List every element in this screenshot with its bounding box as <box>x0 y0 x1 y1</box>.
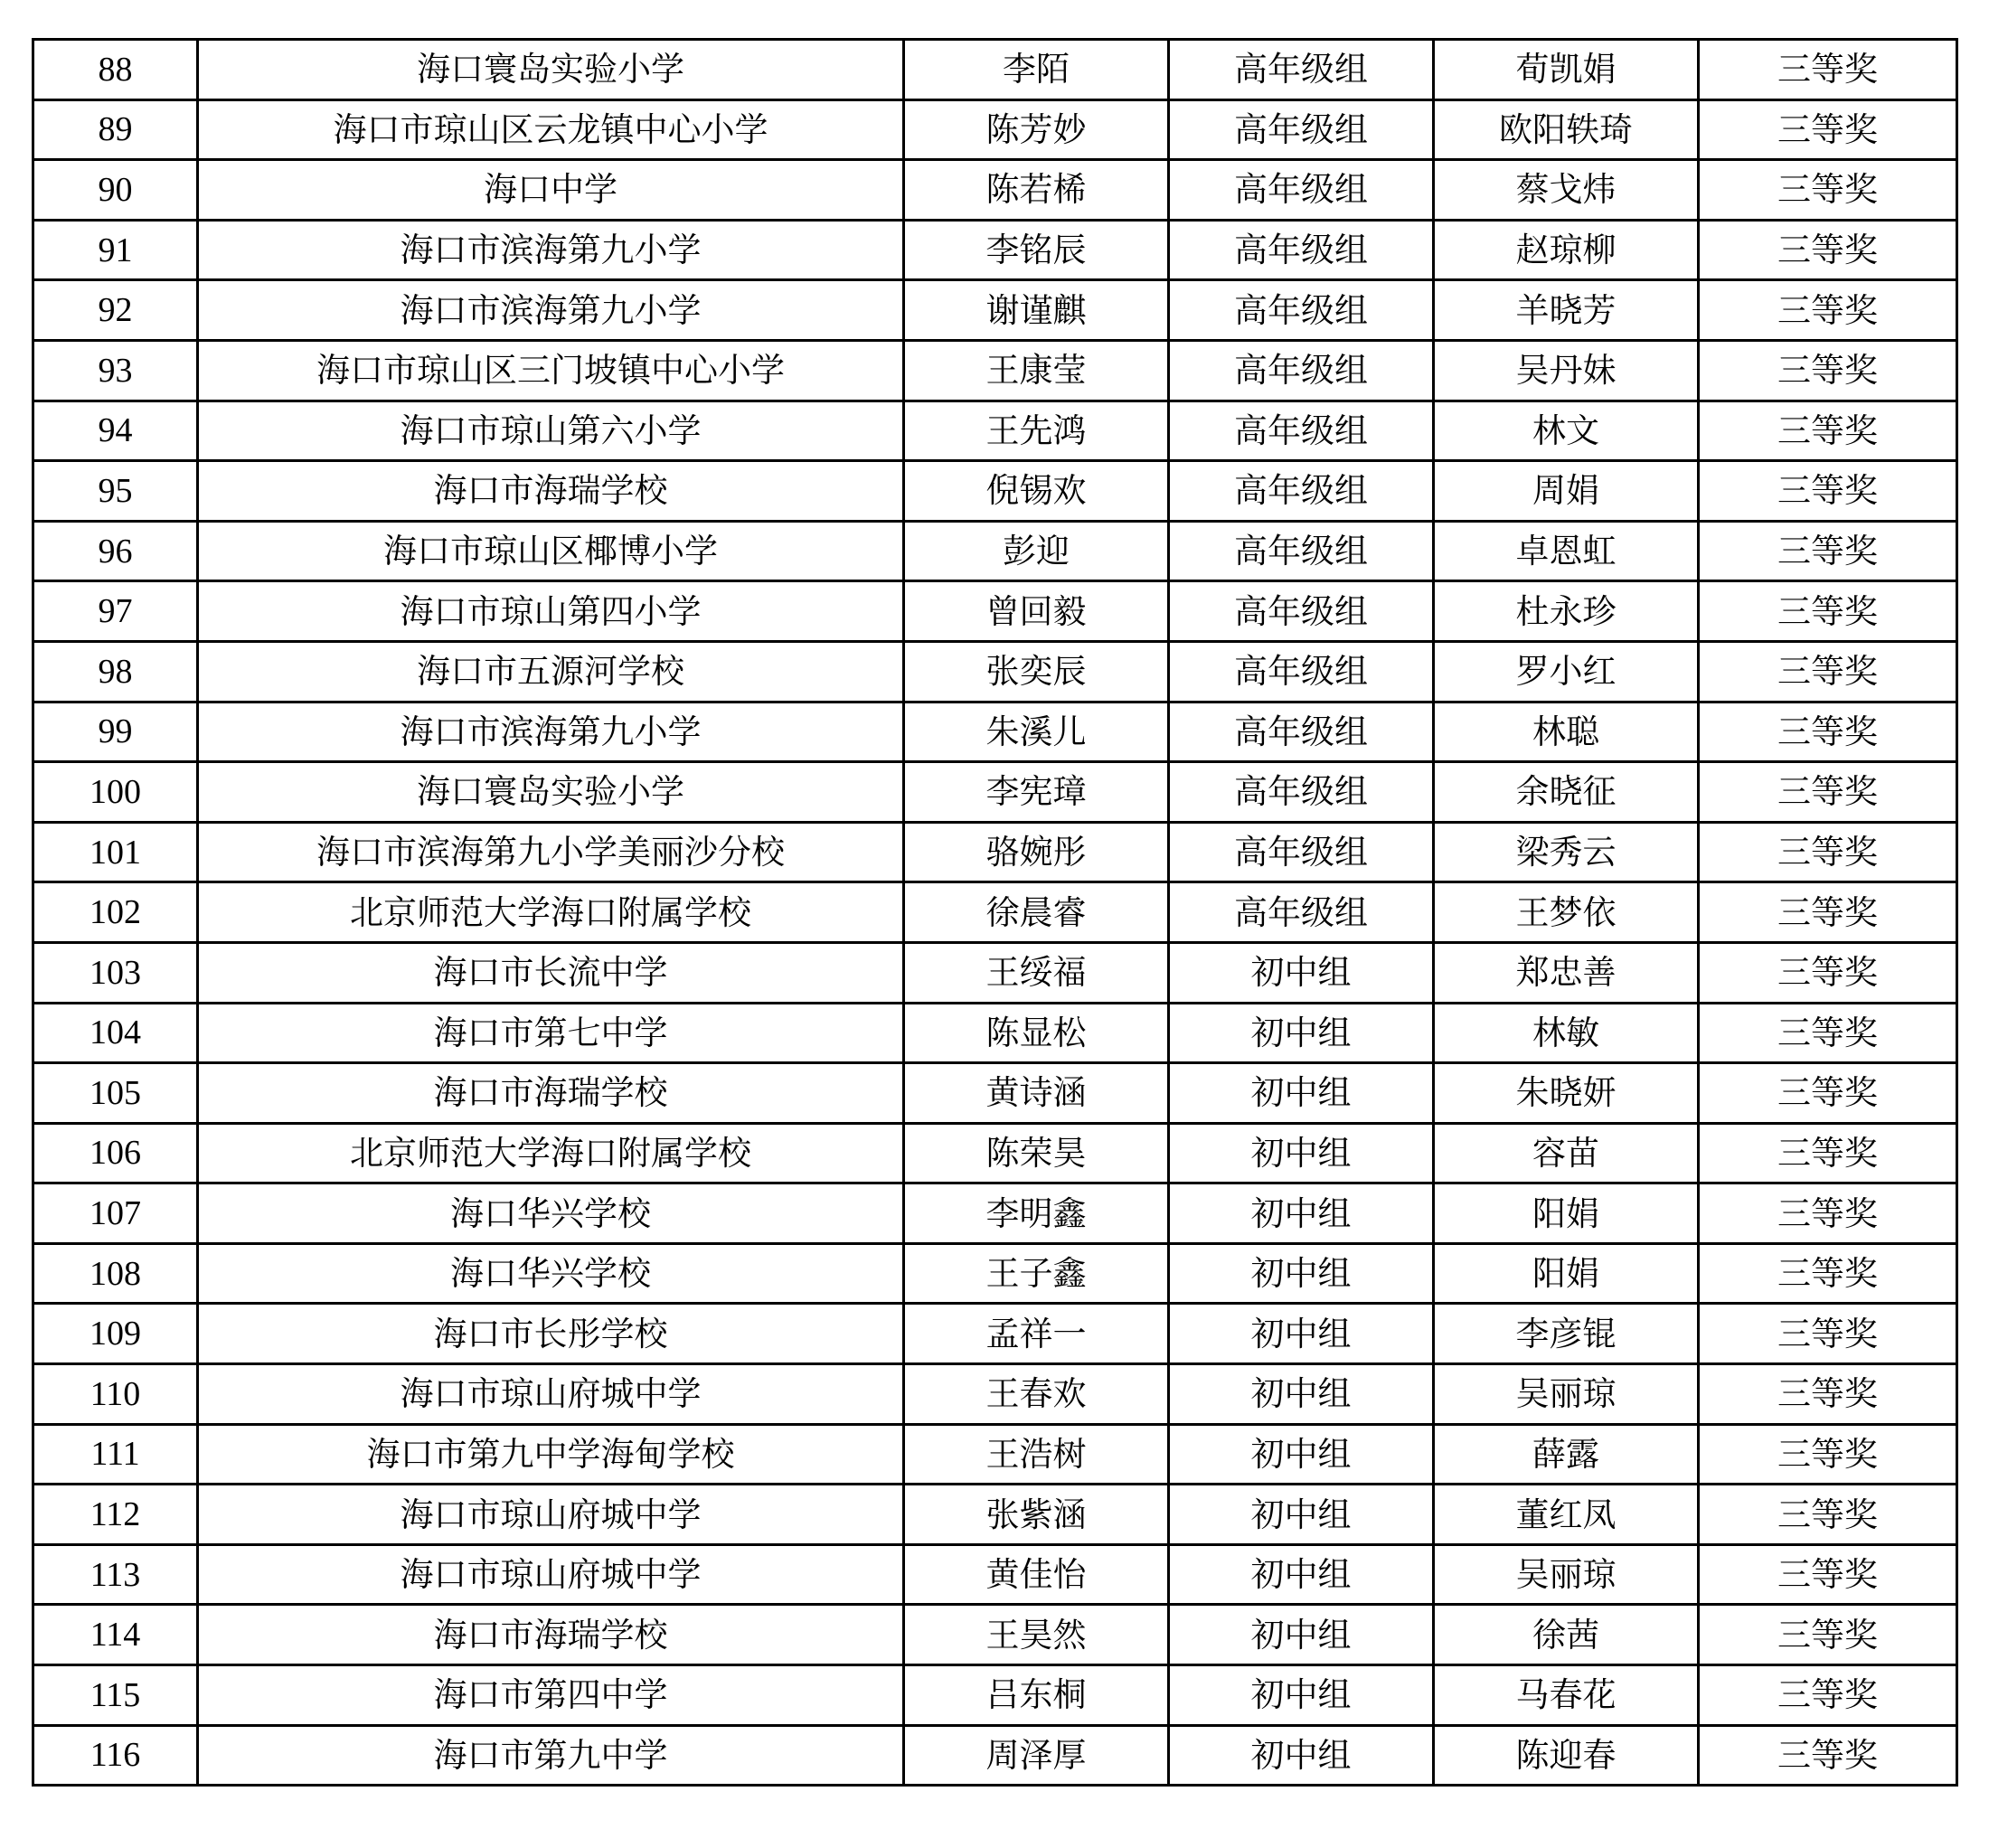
school-name-cell: 海口市滨海第九小学 <box>198 702 904 762</box>
school-name-cell: 海口市琼山第六小学 <box>198 401 904 461</box>
group-name-cell: 初中组 <box>1169 1424 1434 1485</box>
award-level-cell: 三等奖 <box>1699 99 1957 160</box>
row-number-cell: 112 <box>33 1485 198 1545</box>
group-name-cell: 初中组 <box>1169 1485 1434 1545</box>
award-list-table <box>32 38 1958 1787</box>
school-name-cell: 海口市琼山第四小学 <box>198 581 904 642</box>
award-level-cell: 三等奖 <box>1699 882 1957 943</box>
school-name-cell: 海口寰岛实验小学 <box>198 40 904 100</box>
award-level-cell: 三等奖 <box>1699 280 1957 341</box>
row-number-cell: 115 <box>33 1665 198 1726</box>
student-name-cell: 王浩树 <box>904 1424 1169 1485</box>
group-name-cell: 初中组 <box>1169 1003 1434 1063</box>
student-name-cell: 黄佳怡 <box>904 1544 1169 1605</box>
teacher-name-cell: 羊晓芳 <box>1434 280 1699 341</box>
table-row <box>33 702 1957 762</box>
award-level-cell: 三等奖 <box>1699 521 1957 581</box>
award-level-cell: 三等奖 <box>1699 401 1957 461</box>
table-row <box>33 581 1957 642</box>
table-row <box>33 340 1957 401</box>
group-name-cell: 初中组 <box>1169 1183 1434 1244</box>
teacher-name-cell: 蔡戈炜 <box>1434 160 1699 221</box>
student-name-cell: 谢谨麒 <box>904 280 1169 341</box>
teacher-name-cell: 卓恩虹 <box>1434 521 1699 581</box>
teacher-name-cell: 荀凯娟 <box>1434 40 1699 100</box>
award-level-cell: 三等奖 <box>1699 220 1957 280</box>
school-name-cell: 海口市琼山府城中学 <box>198 1364 904 1425</box>
award-level-cell: 三等奖 <box>1699 942 1957 1003</box>
table-row <box>33 1304 1957 1364</box>
school-name-cell: 海口市海瑞学校 <box>198 1605 904 1665</box>
school-name-cell: 海口中学 <box>198 160 904 221</box>
group-name-cell: 高年级组 <box>1169 160 1434 221</box>
student-name-cell: 王子鑫 <box>904 1243 1169 1304</box>
student-name-cell: 陈显松 <box>904 1003 1169 1063</box>
group-name-cell: 高年级组 <box>1169 99 1434 160</box>
school-name-cell: 北京师范大学海口附属学校 <box>198 1123 904 1183</box>
group-name-cell: 高年级组 <box>1169 280 1434 341</box>
group-name-cell: 初中组 <box>1169 1605 1434 1665</box>
group-name-cell: 高年级组 <box>1169 220 1434 280</box>
award-level-cell: 三等奖 <box>1699 1485 1957 1545</box>
row-number-cell: 94 <box>33 401 198 461</box>
teacher-name-cell: 林敏 <box>1434 1003 1699 1063</box>
table-row <box>33 1063 1957 1124</box>
award-level-cell: 三等奖 <box>1699 1304 1957 1364</box>
award-level-cell: 三等奖 <box>1699 340 1957 401</box>
group-name-cell: 高年级组 <box>1169 401 1434 461</box>
table-row <box>33 882 1957 943</box>
row-number-cell: 103 <box>33 942 198 1003</box>
student-name-cell: 李陌 <box>904 40 1169 100</box>
school-name-cell: 海口市五源河学校 <box>198 641 904 702</box>
teacher-name-cell: 林文 <box>1434 401 1699 461</box>
table-row <box>33 461 1957 522</box>
group-name-cell: 高年级组 <box>1169 40 1434 100</box>
group-name-cell: 高年级组 <box>1169 762 1434 823</box>
table-row <box>33 1544 1957 1605</box>
row-number-cell: 98 <box>33 641 198 702</box>
award-level-cell: 三等奖 <box>1699 641 1957 702</box>
row-number-cell: 99 <box>33 702 198 762</box>
student-name-cell: 李铭辰 <box>904 220 1169 280</box>
table-row <box>33 99 1957 160</box>
table-row <box>33 220 1957 280</box>
teacher-name-cell: 董红凤 <box>1434 1485 1699 1545</box>
award-level-cell: 三等奖 <box>1699 702 1957 762</box>
student-name-cell: 孟祥一 <box>904 1304 1169 1364</box>
teacher-name-cell: 梁秀云 <box>1434 822 1699 882</box>
student-name-cell: 李宪璋 <box>904 762 1169 823</box>
table-row <box>33 401 1957 461</box>
row-number-cell: 108 <box>33 1243 198 1304</box>
group-name-cell: 高年级组 <box>1169 521 1434 581</box>
table-row <box>33 1183 1957 1244</box>
row-number-cell: 102 <box>33 882 198 943</box>
award-level-cell: 三等奖 <box>1699 762 1957 823</box>
school-name-cell: 海口市海瑞学校 <box>198 461 904 522</box>
row-number-cell: 90 <box>33 160 198 221</box>
teacher-name-cell: 李彦锟 <box>1434 1304 1699 1364</box>
table-row <box>33 1243 1957 1304</box>
group-name-cell: 高年级组 <box>1169 641 1434 702</box>
table-row <box>33 641 1957 702</box>
table-row <box>33 762 1957 823</box>
award-level-cell: 三等奖 <box>1699 1424 1957 1485</box>
award-level-cell: 三等奖 <box>1699 1003 1957 1063</box>
teacher-name-cell: 欧阳轶琦 <box>1434 99 1699 160</box>
teacher-name-cell: 王梦依 <box>1434 882 1699 943</box>
row-number-cell: 106 <box>33 1123 198 1183</box>
row-number-cell: 92 <box>33 280 198 341</box>
row-number-cell: 91 <box>33 220 198 280</box>
award-table-body <box>33 40 1957 1786</box>
school-name-cell: 海口市第九中学 <box>198 1725 904 1786</box>
student-name-cell: 朱溪儿 <box>904 702 1169 762</box>
table-row <box>33 1364 1957 1425</box>
award-level-cell: 三等奖 <box>1699 1605 1957 1665</box>
teacher-name-cell: 马春花 <box>1434 1665 1699 1726</box>
award-level-cell: 三等奖 <box>1699 160 1957 221</box>
student-name-cell: 陈荣昊 <box>904 1123 1169 1183</box>
school-name-cell: 海口市海瑞学校 <box>198 1063 904 1124</box>
student-name-cell: 张紫涵 <box>904 1485 1169 1545</box>
student-name-cell: 彭迎 <box>904 521 1169 581</box>
school-name-cell: 海口市滨海第九小学 <box>198 220 904 280</box>
group-name-cell: 初中组 <box>1169 1304 1434 1364</box>
student-name-cell: 骆婉彤 <box>904 822 1169 882</box>
teacher-name-cell: 朱晓妍 <box>1434 1063 1699 1124</box>
school-name-cell: 海口市琼山府城中学 <box>198 1544 904 1605</box>
student-name-cell: 周泽厚 <box>904 1725 1169 1786</box>
school-name-cell: 海口市琼山区三门坡镇中心小学 <box>198 340 904 401</box>
table-row <box>33 40 1957 100</box>
school-name-cell: 海口市滨海第九小学 <box>198 280 904 341</box>
student-name-cell: 吕东桐 <box>904 1665 1169 1726</box>
group-name-cell: 初中组 <box>1169 1665 1434 1726</box>
student-name-cell: 倪锡欢 <box>904 461 1169 522</box>
table-row <box>33 1665 1957 1726</box>
group-name-cell: 初中组 <box>1169 1243 1434 1304</box>
group-name-cell: 初中组 <box>1169 1364 1434 1425</box>
group-name-cell: 初中组 <box>1169 942 1434 1003</box>
teacher-name-cell: 陈迎春 <box>1434 1725 1699 1786</box>
group-name-cell: 初中组 <box>1169 1063 1434 1124</box>
row-number-cell: 104 <box>33 1003 198 1063</box>
award-level-cell: 三等奖 <box>1699 581 1957 642</box>
row-number-cell: 95 <box>33 461 198 522</box>
row-number-cell: 116 <box>33 1725 198 1786</box>
student-name-cell: 王绥福 <box>904 942 1169 1003</box>
award-level-cell: 三等奖 <box>1699 1123 1957 1183</box>
award-level-cell: 三等奖 <box>1699 1243 1957 1304</box>
teacher-name-cell: 阳娟 <box>1434 1243 1699 1304</box>
school-name-cell: 海口寰岛实验小学 <box>198 762 904 823</box>
teacher-name-cell: 吴丽琼 <box>1434 1544 1699 1605</box>
student-name-cell: 王春欢 <box>904 1364 1169 1425</box>
row-number-cell: 107 <box>33 1183 198 1244</box>
table-row <box>33 1725 1957 1786</box>
teacher-name-cell: 薛露 <box>1434 1424 1699 1485</box>
row-number-cell: 89 <box>33 99 198 160</box>
award-level-cell: 三等奖 <box>1699 1544 1957 1605</box>
teacher-name-cell: 余晓征 <box>1434 762 1699 823</box>
student-name-cell: 王先鸿 <box>904 401 1169 461</box>
student-name-cell: 王康莹 <box>904 340 1169 401</box>
table-row <box>33 1003 1957 1063</box>
teacher-name-cell: 杜永珍 <box>1434 581 1699 642</box>
group-name-cell: 高年级组 <box>1169 581 1434 642</box>
row-number-cell: 93 <box>33 340 198 401</box>
group-name-cell: 高年级组 <box>1169 822 1434 882</box>
school-name-cell: 海口市长流中学 <box>198 942 904 1003</box>
teacher-name-cell: 吴丹妹 <box>1434 340 1699 401</box>
table-row <box>33 1485 1957 1545</box>
teacher-name-cell: 周娟 <box>1434 461 1699 522</box>
award-level-cell: 三等奖 <box>1699 1725 1957 1786</box>
student-name-cell: 曾回毅 <box>904 581 1169 642</box>
award-level-cell: 三等奖 <box>1699 461 1957 522</box>
teacher-name-cell: 容苗 <box>1434 1123 1699 1183</box>
table-row <box>33 160 1957 221</box>
school-name-cell: 海口市滨海第九小学美丽沙分校 <box>198 822 904 882</box>
award-level-cell: 三等奖 <box>1699 1183 1957 1244</box>
school-name-cell: 海口市第四中学 <box>198 1665 904 1726</box>
school-name-cell: 海口市琼山区云龙镇中心小学 <box>198 99 904 160</box>
award-level-cell: 三等奖 <box>1699 1063 1957 1124</box>
row-number-cell: 113 <box>33 1544 198 1605</box>
student-name-cell: 陈芳妙 <box>904 99 1169 160</box>
group-name-cell: 初中组 <box>1169 1123 1434 1183</box>
award-level-cell: 三等奖 <box>1699 1665 1957 1726</box>
row-number-cell: 105 <box>33 1063 198 1124</box>
teacher-name-cell: 赵琼柳 <box>1434 220 1699 280</box>
teacher-name-cell: 林聪 <box>1434 702 1699 762</box>
teacher-name-cell: 吴丽琼 <box>1434 1364 1699 1425</box>
student-name-cell: 李明鑫 <box>904 1183 1169 1244</box>
award-level-cell: 三等奖 <box>1699 1364 1957 1425</box>
school-name-cell: 海口市琼山区椰博小学 <box>198 521 904 581</box>
teacher-name-cell: 郑忠善 <box>1434 942 1699 1003</box>
school-name-cell: 海口市第七中学 <box>198 1003 904 1063</box>
row-number-cell: 109 <box>33 1304 198 1364</box>
group-name-cell: 初中组 <box>1169 1544 1434 1605</box>
teacher-name-cell: 徐茜 <box>1434 1605 1699 1665</box>
table-row <box>33 521 1957 581</box>
row-number-cell: 114 <box>33 1605 198 1665</box>
school-name-cell: 海口市第九中学海甸学校 <box>198 1424 904 1485</box>
table-row <box>33 1424 1957 1485</box>
group-name-cell: 初中组 <box>1169 1725 1434 1786</box>
row-number-cell: 88 <box>33 40 198 100</box>
group-name-cell: 高年级组 <box>1169 702 1434 762</box>
table-row <box>33 822 1957 882</box>
table-row <box>33 1605 1957 1665</box>
student-name-cell: 徐晨睿 <box>904 882 1169 943</box>
group-name-cell: 高年级组 <box>1169 340 1434 401</box>
row-number-cell: 110 <box>33 1364 198 1425</box>
school-name-cell: 海口市长彤学校 <box>198 1304 904 1364</box>
row-number-cell: 96 <box>33 521 198 581</box>
school-name-cell: 北京师范大学海口附属学校 <box>198 882 904 943</box>
teacher-name-cell: 阳娟 <box>1434 1183 1699 1244</box>
student-name-cell: 王昊然 <box>904 1605 1169 1665</box>
award-level-cell: 三等奖 <box>1699 822 1957 882</box>
student-name-cell: 黄诗涵 <box>904 1063 1169 1124</box>
student-name-cell: 陈若桸 <box>904 160 1169 221</box>
group-name-cell: 高年级组 <box>1169 461 1434 522</box>
table-row <box>33 942 1957 1003</box>
table-row <box>33 280 1957 341</box>
school-name-cell: 海口市琼山府城中学 <box>198 1485 904 1545</box>
row-number-cell: 111 <box>33 1424 198 1485</box>
row-number-cell: 100 <box>33 762 198 823</box>
school-name-cell: 海口华兴学校 <box>198 1183 904 1244</box>
student-name-cell: 张奕辰 <box>904 641 1169 702</box>
award-level-cell: 三等奖 <box>1699 40 1957 100</box>
row-number-cell: 101 <box>33 822 198 882</box>
row-number-cell: 97 <box>33 581 198 642</box>
table-row <box>33 1123 1957 1183</box>
group-name-cell: 高年级组 <box>1169 882 1434 943</box>
teacher-name-cell: 罗小红 <box>1434 641 1699 702</box>
school-name-cell: 海口华兴学校 <box>198 1243 904 1304</box>
